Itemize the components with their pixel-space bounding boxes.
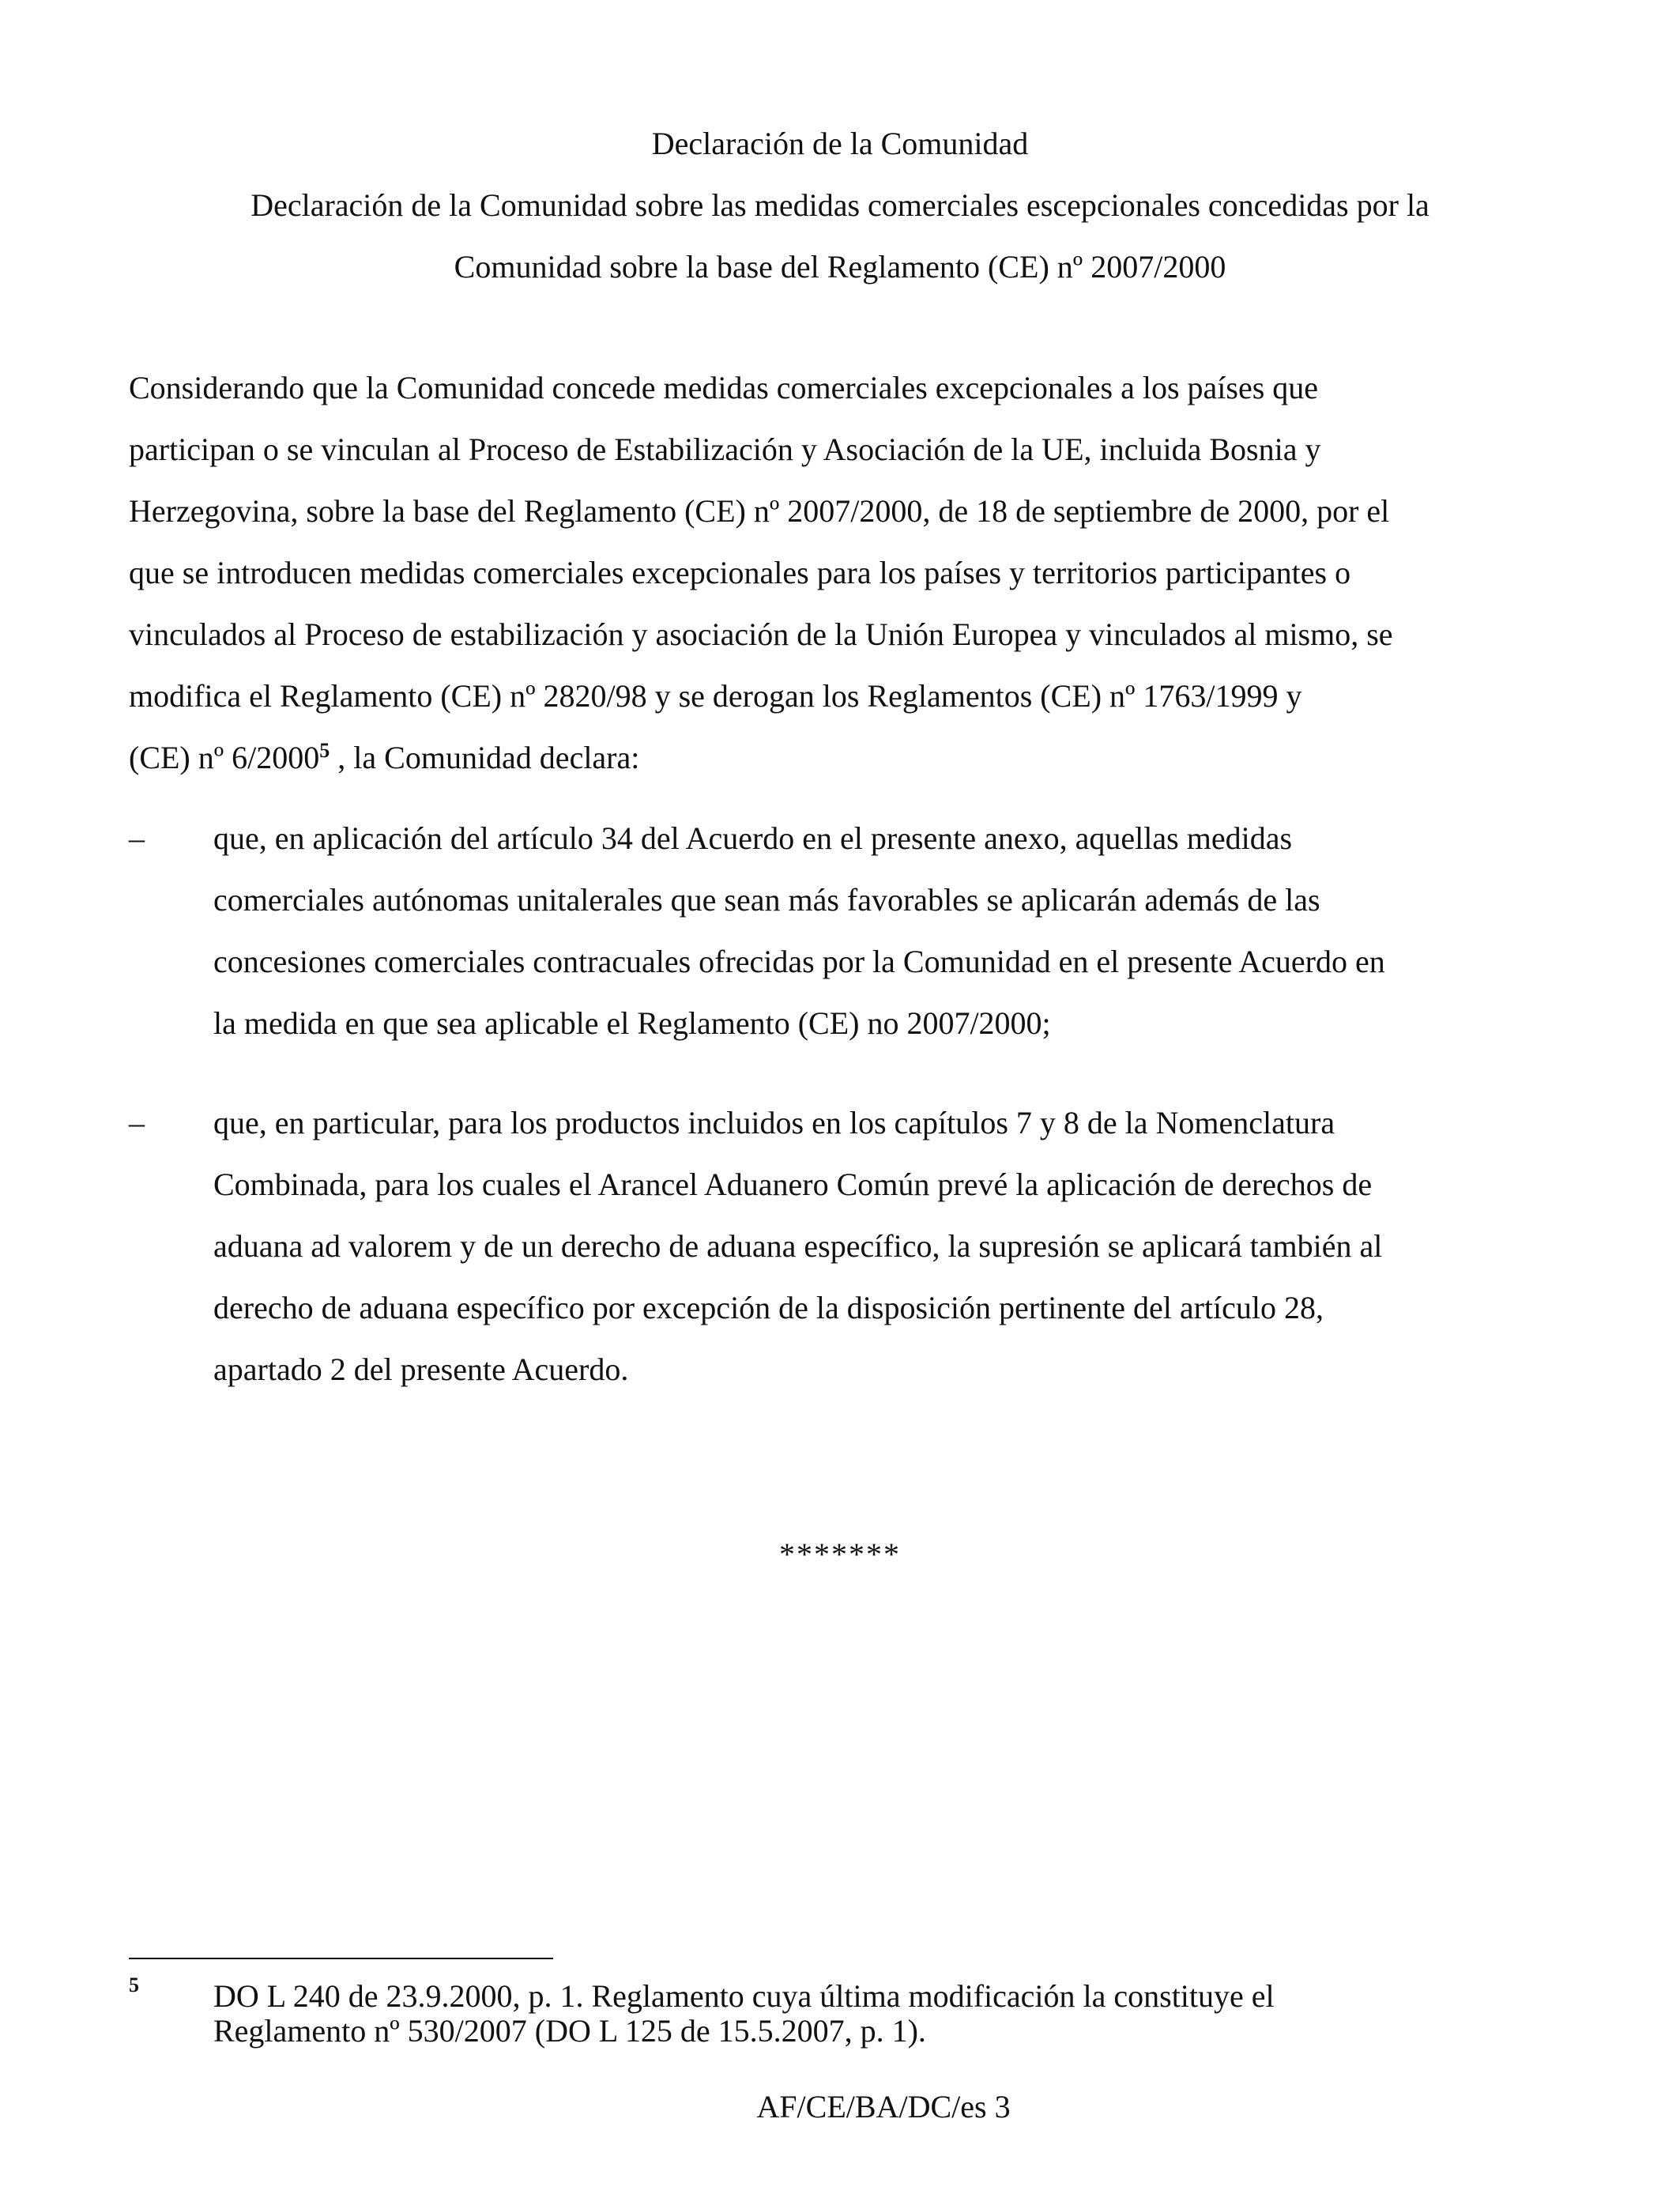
point-line: que, en aplicación del artículo 34 del Acuerdo en el presente anexo, aquellas medidas [213,820,1293,856]
point-line: concesiones comerciales contracuales ofrecidas por la Comunidad en el presente Acuerdo en [213,944,1385,979]
intro-line: que se introducen medidas comerciales excepcionales para los países y territorios participantes o [129,555,1351,590]
intro-line: participan o se vinculan al Proceso de Estabilización y Asociación de la UE, incluida Bosnia y [129,432,1321,467]
section-separator: ******* [779,1536,901,1572]
dash-bullet: – [129,1105,145,1140]
point-line: que, en particular, para los productos incluidos en los capítulos 7 y 8 de la Nomenclatura [213,1105,1335,1140]
page-reference: AF/CE/BA/DC/es 3 [756,2089,1011,2124]
intro-line: modifica el Reglamento (CE) nº 2820/98 y se derogan los Reglamentos (CE) nº 1763/1999 y [129,678,1302,714]
intro-last-line-tail: , la Comunidad declara: [330,740,640,775]
footnote-text [213,1979,1275,2049]
declaration-point-text [213,808,1385,1054]
intro-line: vinculados al Proceso de estabilización y asociación de la Unión Europea y vinculados al mismo, se [129,616,1393,652]
footnote-line: Reglamento nº 530/2007 (DO L 125 de 15.5.2007, p. 1). [213,2013,926,2049]
intro-last-line-text: (CE) nº 6/2000 [129,740,320,775]
intro-line: Herzegovina, sobre la base del Reglamento (CE) nº 2007/2000, de 18 de septiembre de 2000, por el [129,493,1390,529]
footnote-line: DO L 240 de 23.9.2000, p. 1. Reglamento cuya última modificación la constituye el [213,1978,1275,2014]
point-line: comerciales autónomas unitalerales que sean más favorables se aplicarán además de las [213,882,1320,918]
declaration-point-text [213,1092,1382,1400]
point-line: derecho de aduana específico por excepción de la disposición pertinente del artículo 28, [213,1290,1324,1325]
declaration-subtitle-line-2: Comunidad sobre la base del Reglamento (CE) nº 2007/2000 [454,249,1226,285]
intro-paragraph [129,357,1583,789]
point-line: Combinada, para los cuales el Arancel Aduanero Común prevé la aplicación de derechos de [213,1167,1373,1202]
point-line: apartado 2 del presente Acuerdo. [213,1351,629,1387]
point-line: la medida en que sea aplicable el Reglamento (CE) no 2007/2000; [213,1005,1051,1041]
footnote-divider [129,1958,553,1959]
declaration-title: Declaración de la Comunidad [651,126,1029,161]
footnote-mark: 5 [129,1973,139,1996]
intro-line: Considerando que la Comunidad concede medidas comerciales excepcionales a los países que [129,370,1319,405]
footnote-reference[interactable]: 5 [319,739,330,762]
point-line: aduana ad valorem y de un derecho de aduana específico, la supresión se aplicará también al [213,1228,1383,1264]
dash-bullet: – [129,820,145,856]
intro-last-line [129,727,1583,789]
declaration-subtitle-line-1: Declaración de la Comunidad sobre las medidas comerciales escepcionales concedidas por la [250,187,1430,223]
